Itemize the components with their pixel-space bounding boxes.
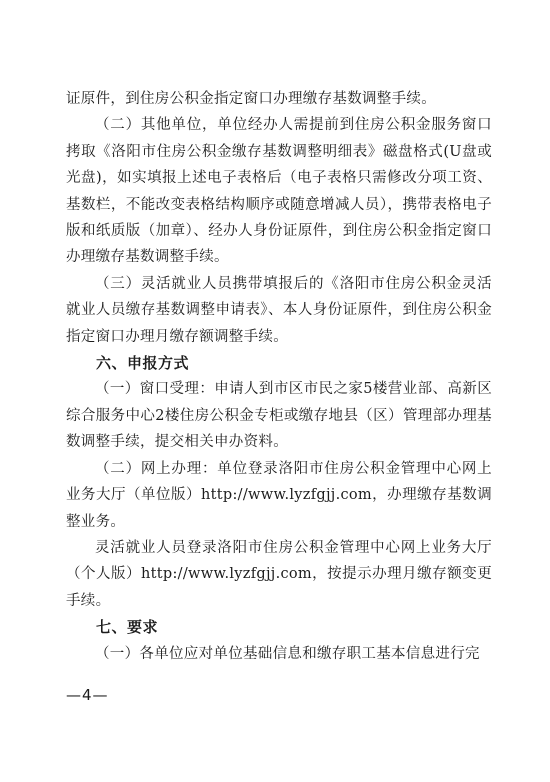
paragraph-window-service: （一）窗口受理：申请人到市区市民之家5楼营业部、高新区综合服务中心2楼住房公积金专柜或缴存地县（区）管理部办理基数调整手续，提交相关申办资料。	[66, 381, 492, 451]
paragraph-flexible-online: 灵活就业人员登录洛阳市住房公积金管理中心网上业务大厅（个人版）http://www.lyzfgjj.com，按提示办理月缴存额变更手续。	[66, 539, 492, 609]
document-body	[66, 86, 492, 667]
paragraph-other-units: （二）其他单位，单位经办人需提前到住房公积金服务窗口拷取《洛阳市住房公积金缴存基数调整明细表》磁盘格式(U盘或光盘)，如实填报上述电子表格后（电子表格只需修改分项工资、基数栏，不能改变表格结构顺序或随意增减人员），携带表格电子版和纸质版（加章）、经办人身份证原件，到住房公积金指定窗口办理缴存基数调整手续。	[66, 117, 492, 266]
paragraph-online-service: （二）网上办理：单位登录洛阳市住房公积金管理中心网上业务大厅（单位版）http://www.lyzfgjj.com，办理缴存基数调整业务。	[66, 460, 492, 530]
paragraph-flexible-employment: （三）灵活就业人员携带填报后的《洛阳市住房公积金灵活就业人员缴存基数调整申请表》、本人身份证原件，到住房公积金指定窗口办理月缴存额调整手续。	[66, 275, 492, 345]
page-number: —4—	[66, 686, 109, 704]
section-heading-requirements: 七、要求	[96, 618, 159, 637]
paragraph-requirement-1: （一）各单位应对单位基础信息和缴存职工基本信息进行完	[95, 645, 480, 662]
section-heading-application-method: 六、申报方式	[96, 354, 190, 373]
paragraph-continuation: 证原件，到住房公积金指定窗口办理缴存基数调整手续。	[66, 91, 436, 107]
